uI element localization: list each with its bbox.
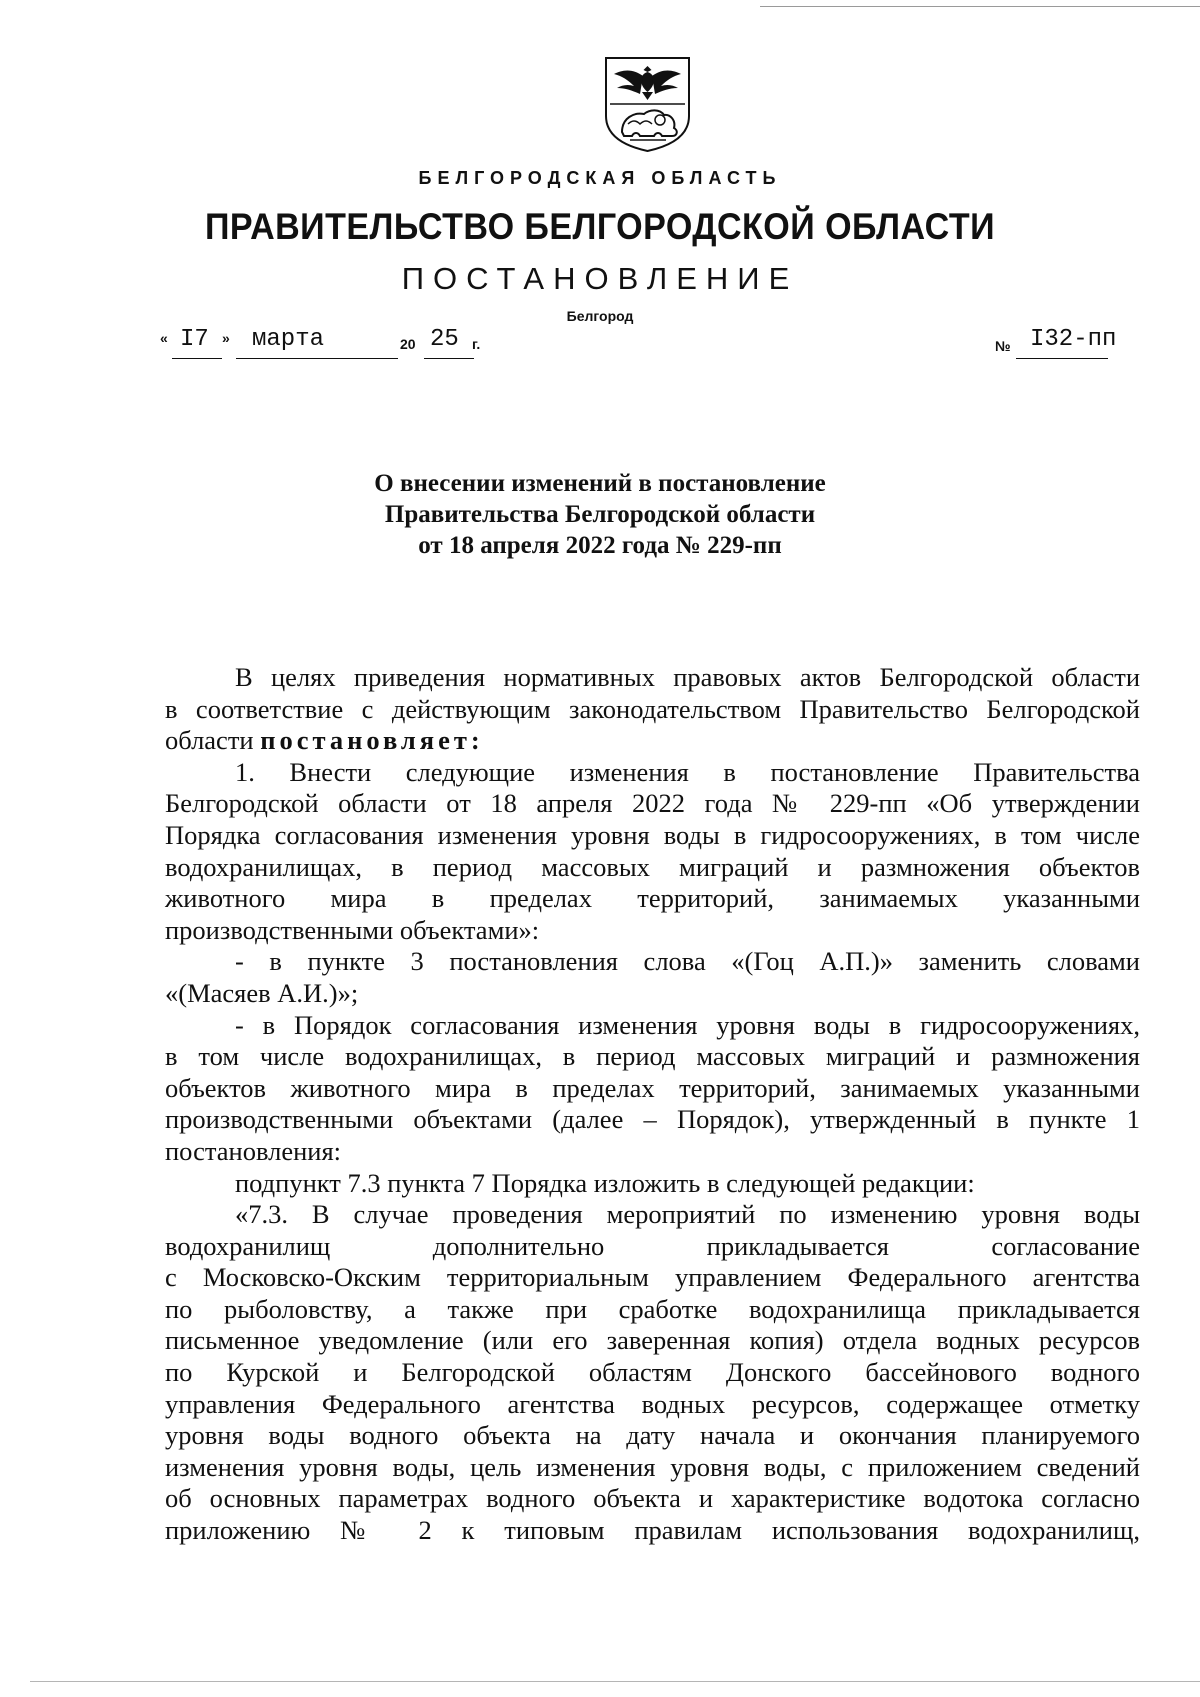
- number-label: №: [995, 338, 1011, 354]
- body-line-text: области: [165, 725, 261, 756]
- date-month-value: марта: [252, 326, 325, 353]
- region-name: БЕЛГОРОДСКАЯ ОБЛАСТЬ: [418, 168, 782, 188]
- scan-edge-line: [760, 6, 1200, 7]
- body-line: животного мира в пределах территорий, занимаемых указанными: [165, 883, 1140, 914]
- date-year-suffix: г.: [472, 336, 481, 352]
- date-close-quote: »: [222, 330, 230, 346]
- body-line: 1. Внести следующие изменения в постановление Правительства: [235, 756, 1140, 787]
- body-line: «(Масяев А.И.)»;: [165, 977, 359, 1008]
- body-line: Порядка согласования изменения уровня воды в гидросооружениях, в том числе: [165, 819, 1140, 850]
- body-line: по Курской и Белгородской областям Донского бассейнового водного: [165, 1357, 1140, 1388]
- number-underline: [1016, 358, 1108, 359]
- date-year-value: 25: [430, 326, 459, 353]
- body-line: водохранилищах, в период массовых миграций и размножения объектов: [165, 851, 1140, 882]
- date-month-underline: [236, 358, 398, 359]
- title-line: О внесении изменений в постановление: [374, 470, 826, 497]
- body-line: [165, 725, 1140, 757]
- body-line: письменное уведомление (или его заверенная копия) отдела водных ресурсов: [165, 1325, 1140, 1356]
- body-line: об основных параметрах водного объекта и характеристике водотока согласно: [165, 1483, 1140, 1514]
- body-line: объектов животного мира в пределах территорий, занимаемых указанными: [165, 1072, 1140, 1103]
- body-line: постановления:: [165, 1135, 342, 1166]
- document-number-value: I32-пп: [1030, 326, 1117, 353]
- document-number: [1030, 326, 1116, 356]
- body-line: - в Порядок согласования изменения уровня воды в гидросооружениях,: [235, 1009, 1140, 1040]
- body-line: В целях приведения нормативных правовых актов Белгородской области: [235, 662, 1140, 692]
- body-line: по рыболовству, а также при сработке водохранилища прикладывается: [165, 1293, 1140, 1324]
- title-line: Правительства Белгородской области: [384, 501, 816, 528]
- body-line: производственными объектами (далее – Порядок), утвержденный в пункте 1: [165, 1104, 1140, 1135]
- body-line: в соответствие с действующим законодательством Правительство Белгородской: [165, 693, 1140, 724]
- date-month: [252, 326, 324, 356]
- date-year-prefix: 20: [400, 336, 416, 352]
- document-type: ПОСТАНОВЛЕНИЕ: [401, 261, 799, 296]
- date-day-value: I7: [180, 326, 209, 353]
- body-line: «7.3. В случае проведения мероприятий по изменению уровня воды: [235, 1199, 1140, 1230]
- body-line: приложению № 2 к типовым правилам использования водохранилищ,: [165, 1515, 1140, 1546]
- body-line: Белгородской области от 18 апреля 2022 года № 229-пп «Об утверждении: [165, 788, 1140, 819]
- body-emphasis: постановляет:: [260, 725, 484, 756]
- body-line: в том числе водохранилищах, в период массовых миграций и размножения: [165, 1041, 1140, 1072]
- date-year: [430, 326, 459, 356]
- body-line: водохранилищ дополнительно прикладывается согласование: [165, 1230, 1140, 1261]
- body-line: с Московско-Окским территориальным управлением Федерального агентства: [165, 1262, 1140, 1293]
- document-body: [165, 662, 1140, 1547]
- body-line: - в пункте 3 постановления слова «(Гоц А.П.)» заменить словами: [235, 946, 1140, 977]
- body-line: уровня воды водного объекта на дату начала и окончания планируемого: [165, 1420, 1140, 1451]
- document-title: [0, 468, 1200, 561]
- body-line: управления Федерального агентства водных ресурсов, содержащее отметку: [165, 1388, 1140, 1419]
- city-name: Белгород: [566, 308, 634, 324]
- body-line: изменения уровня воды, цель изменения уровня воды, с приложением сведений: [165, 1451, 1140, 1482]
- body-line: подпункт 7.3 пункта 7 Порядка изложить в следующей редакции:: [235, 1167, 975, 1198]
- date-open-quote: «: [160, 330, 168, 346]
- coat-of-arms-icon: [600, 54, 695, 154]
- scan-edge-line: [30, 1681, 1200, 1682]
- body-line: производственными объектами»:: [165, 914, 540, 945]
- government-name: ПРАВИТЕЛЬСТВО БЕЛГОРОДСКОЙ ОБЛАСТИ: [204, 206, 996, 247]
- title-line: от 18 апреля 2022 года № 229-пп: [418, 532, 782, 559]
- date-day-underline: [172, 358, 222, 359]
- date-day: [180, 326, 209, 356]
- date-year-underline: [424, 358, 474, 359]
